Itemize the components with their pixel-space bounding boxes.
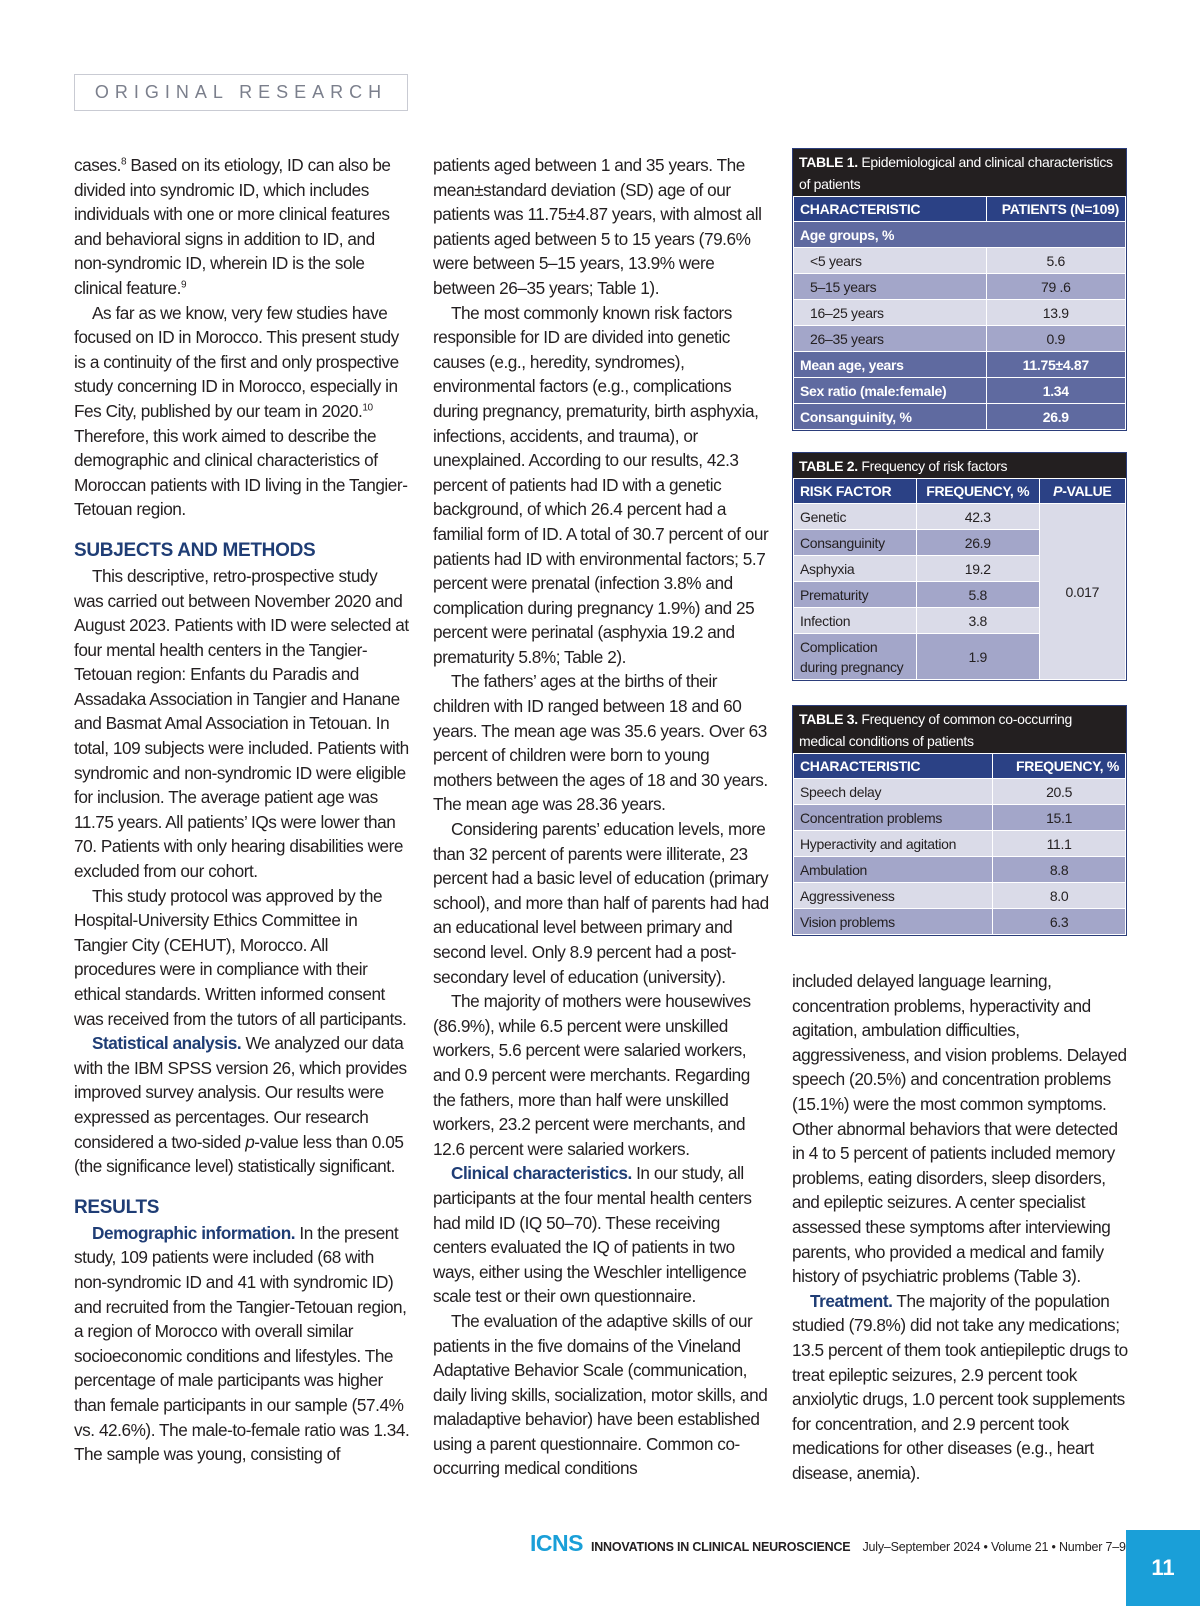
- paragraph: included delayed language learning, concentration problems, hyperactivity and agitation, ambulation difficulties, aggressiveness, and vision problems. Delayed speech (20.5%) and concentration problems (15.1%) were the most common symptoms. Other abnormal behaviors that were detected in 4 to 5 percent of patients included memory problems, eating disorders, sleep disorders, and epileptic seizures. A center specialist assessed these symptoms after interviewing parents, who provided a medical and family history of psychiatric problems (Table 3).: [792, 971, 1127, 1287]
- journal-logo: ICNS: [530, 1530, 583, 1556]
- journal-name: INNOVATIONS IN CLINICAL NEUROSCIENCE: [590, 1540, 851, 1554]
- table-row: Vision problems 6.3: [794, 909, 1126, 935]
- column-header: RISK FACTOR: [794, 479, 917, 504]
- table-row: Concentration problems 15.1: [794, 805, 1126, 831]
- text-column-1: [74, 153, 410, 1467]
- table-row: Sex ratio (male:female) 1.34: [794, 378, 1126, 404]
- table-row: Complication during pregnancy 1.9: [794, 634, 1126, 680]
- page-footer: [530, 1530, 1126, 1560]
- column-header: FREQUENCY, %: [993, 754, 1126, 779]
- run-in-heading: Clinical characteristics.: [451, 1163, 632, 1184]
- column-header: P-VALUE: [1039, 479, 1125, 504]
- paragraph: The fathers’ ages at the births of their children with ID ranged between 18 and 60 years. The mean age was 35.6 years. Over 63 percent of children were born to young mothers between the ages of 18 and 30 years. The mean age was 28.36 years.: [433, 671, 768, 815]
- table-row: Consanguinity, % 26.9: [794, 404, 1126, 430]
- column-header: FREQUENCY, %: [916, 479, 1039, 504]
- column-header: CHARACTERISTIC: [794, 754, 993, 779]
- table-row: 16–25 years 13.9: [794, 300, 1126, 326]
- group-row: Age groups, %: [794, 222, 1126, 248]
- table-row: Infection 3.8: [794, 608, 1126, 634]
- table-row: Ambulation 8.8: [794, 857, 1126, 883]
- paragraph: This descriptive, retro-prospective study was carried out between November 2020 and August 2023. Patients with ID were selected at four mental health centers in the Tangier-Tetouan region: Enfants du Paradis and Assadaka Association in Tangier and Hanane and Basmat Amal Association in Tetouan. In total, 109 subjects were included. Patients with syndromic and non-syndromic ID were eligible for inclusion. The average patient age was 11.75 years. All patients’ IQs were lower than 70. Patients with only hearing disabilities were excluded from our cohort.: [74, 565, 409, 882]
- paragraph: Statistical analysis. We analyzed our data with the IBM SPSS version 26, which provides improved survey analysis. Our results were expressed as percentages. Our research considered a two-sided p-value less than 0.05 (the significance level) statistically significant.: [74, 1033, 407, 1177]
- paragraph: The evaluation of the adaptive skills of our patients in the five domains of the Vineland Adaptative Behavior Scale (communication, daily living skills, socialization, motor skills, and maladaptive behavior) have been established using a parent questionnaire. Common co-occurring medical conditions: [433, 1310, 768, 1479]
- table-caption: TABLE 3. Frequency of common co-occurring medical conditions of patients: [793, 706, 1126, 753]
- paragraph: The majority of mothers were housewives (86.9%), while 6.5 percent were unskilled workers, 5.6 percent were salaried workers, and 0.9 percent were merchants. Regarding the fathers, more than half were unskilled workers, 23.2 percent were merchants, and 12.6 percent were salaried workers.: [433, 991, 751, 1159]
- table-caption: TABLE 1. Epidemiological and clinical characteristics of patients: [793, 149, 1126, 196]
- table-row: Speech delay 20.5: [794, 779, 1126, 805]
- table-row: Aggressiveness 8.0: [794, 883, 1126, 909]
- paragraph: The most commonly known risk factors responsible for ID are divided into genetic causes (e.g., heredity, syndromes), environmental factors (e.g., complications during pregnancy, prematurity, birth asphyxia, infections, accidents, and trauma), or unexplained. According to our results, 42.3 percent of patients had ID with a genetic background, of which 26.4 percent had a familial form of ID. A total of 30.7 percent of our patients had ID with environmental factors; 5.7 percent were prenatal (infection 3.8% and complication during pregnancy 1.9%) and 25 percent were perinatal (asphyxia 19.2 and prematurity 5.8%; Table 2).: [433, 302, 769, 667]
- section-heading-results: RESULTS: [74, 1196, 160, 1218]
- table-caption: TABLE 2. Frequency of risk factors: [793, 453, 1126, 478]
- table-row: <5 years 5.6: [794, 248, 1126, 274]
- citation-superscript: 9: [181, 279, 187, 291]
- paragraph: Clinical characteristics. In our study, all participants at the four mental health centers had mild ID (IQ 50–70). These receiving centers evaluated the IQ of patients in two ways, either using the Weschler intelligence scale test or their own questionnaire.: [433, 1163, 752, 1307]
- text-column-2: [433, 153, 769, 1481]
- table-row: 26–35 years 0.9: [794, 326, 1126, 352]
- paragraph: As far as we know, very few studies have focused on ID in Morocco. This present study is a continuity of the first and only prospective study concerning ID in Morocco, especially in Fes City, published by our team in 2020.10 Therefore, this work aimed to describe the demographic and clinical characteristics of Moroccan patients with ID living in the Tangier-Tetouan region.: [74, 302, 408, 520]
- table-row: Hyperactivity and agitation 11.1: [794, 831, 1126, 857]
- table-row: 5–15 years 79 .6: [794, 274, 1126, 300]
- text-column-3: [792, 969, 1128, 1485]
- table-row: Consanguinity 26.9: [794, 530, 1126, 556]
- table-3: [792, 705, 1127, 936]
- run-in-heading: Statistical analysis.: [92, 1033, 242, 1054]
- run-in-heading: Treatment.: [810, 1290, 893, 1311]
- table-row: Asphyxia 19.2: [794, 556, 1126, 582]
- table-2: [792, 452, 1127, 681]
- paragraph: Demographic information. In the present study, 109 patients were included (68 with non-syndromic ID and 41 with syndromic ID) and recruited from the Tangier-Tetouan region, a region of Morocco with overall similar socioeconomic conditions and lifestyles. The percentage of male participants was higher than female participants in our sample (57.4% vs. 42.6%). The male-to-female ratio was 1.34. The sample was young, consisting of: [74, 1222, 410, 1465]
- table-row: Prematurity 5.8: [794, 582, 1126, 608]
- page-number: 11: [1126, 1530, 1200, 1606]
- section-heading-methods: SUBJECTS AND METHODS: [74, 539, 316, 561]
- paragraph: patients aged between 1 and 35 years. The mean±standard deviation (SD) age of our patients was 11.75±4.87 years, with almost all patients aged between 5 to 15 years (79.6% were between 5–15 years, 13.9% were between 26–35 years; Table 1).: [433, 155, 762, 298]
- p-value-cell: 0.017: [1039, 504, 1125, 680]
- column-header: PATIENTS (N=109): [986, 197, 1125, 222]
- citation-superscript: 8: [120, 156, 127, 168]
- paragraph: Treatment. The majority of the population studied (79.8%) did not take any medications; 13.5 percent of them took antiepileptic drugs to treat epileptic seizures, 2.9 percent took anxiolytic drugs, 1.0 percent took supplements for concentration, and 2.9 percent took medications for other diseases (e.g., heart disease, anemia).: [792, 1290, 1128, 1483]
- run-in-heading: Demographic information.: [92, 1222, 296, 1243]
- citation-superscript: 10: [362, 402, 373, 414]
- paragraph: This study protocol was approved by the Hospital-University Ethics Committee in Tangier City (CEHUT), Morocco. All procedures were in compliance with their ethical standards. Written informed consent was received from the tutors of all participants.: [74, 885, 407, 1029]
- table-1: [792, 148, 1127, 431]
- paragraph: Considering parents’ education levels, more than 32 percent of parents were illiterate, 23 percent had a basic level of education (primary school), and more than half of parents had had an educational level between primary and second level. Only 8.9 percent had a post-secondary level of education (university).: [433, 819, 769, 987]
- column-header: CHARACTERISTIC: [794, 197, 987, 222]
- table-row: Genetic 42.3 0.017: [794, 504, 1126, 530]
- paragraph: cases.$^8$ Based on its etiology, ID can also be divided into syndromic ID, which includes individuals with one or more clinical features and behavioral signs in addition to ID, and non-syndromic ID, wherein ID is the sole clinical feature.$^9$: [74, 155, 391, 298]
- section-label: ORIGINAL RESEARCH: [74, 74, 408, 111]
- table-row: Mean age, years 11.75±4.87: [794, 352, 1126, 378]
- issue-info: July–September 2024 • Volume 21 • Number 7–9: [862, 1540, 1126, 1554]
